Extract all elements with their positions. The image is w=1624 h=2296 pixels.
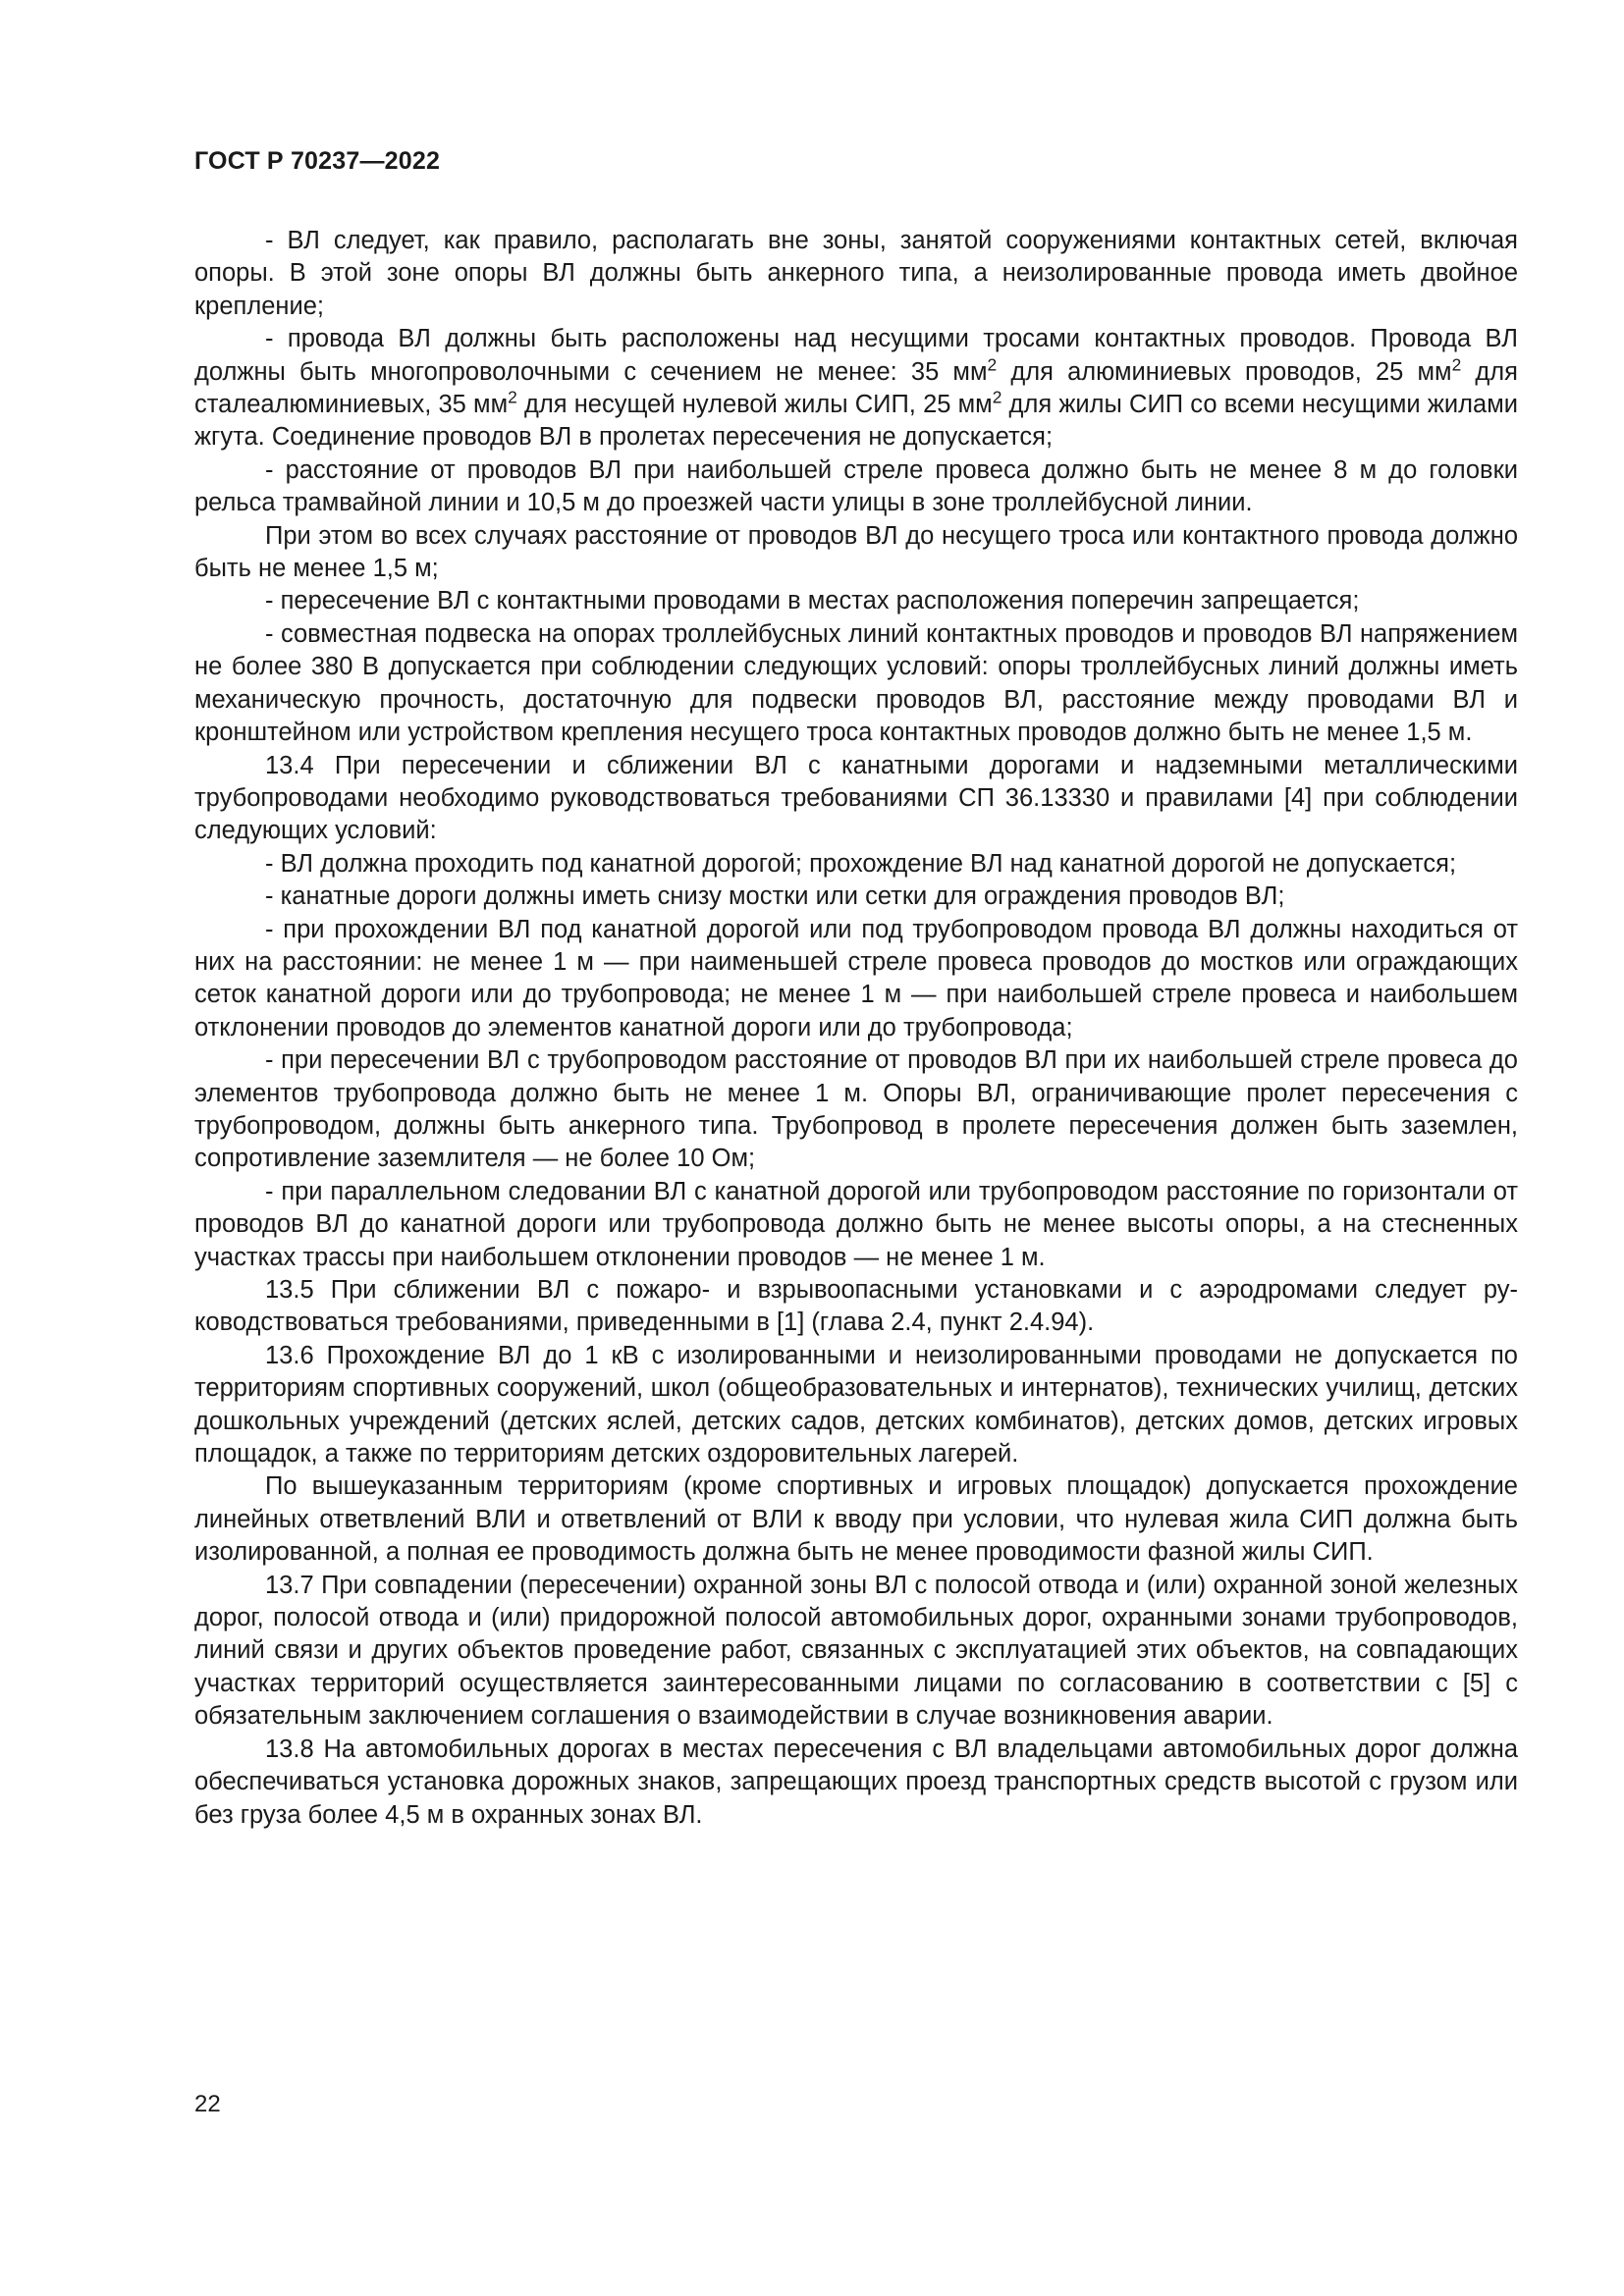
document-body — [194, 225, 1518, 1832]
paragraph: 13.7 При совпадении (пересечении) охранной зоны ВЛ с полосой отвода и (или) охранной зоной железных дорог, полосой отвода и (или) придорожной полосой автомобильных дорог, охранными зонами трубопроводов, линий связи и других объектов проведение работ, связанных с эксплуатацией этих объектов, на совпадающих участках территорий осуществляется заинтересованными лицами по согласованию в соответствии с [5] с обязательным заключением соглашения о взаимодействии в случае возникновения аварии. — [194, 1571, 1518, 1731]
paragraph: - при прохождении ВЛ под канатной дорогой или под трубопроводом провода ВЛ должны находиться от них на расстоянии: не менее 1 м — при наименьшей стреле провеса проводов до мостков или ограждающих сеток канатной дороги или до трубопровода; не менее 1 м — при наибольшей стреле провеса и наибольшем отклонении проводов до элементов канатной дороги или до трубопровода; — [194, 915, 1518, 1041]
paragraph: - при пересечении ВЛ с трубопроводом расстояние от проводов ВЛ при их наибольшей стреле провеса до элементов трубопровода должно быть не менее 1 м. Опоры ВЛ, ограничивающие пролет пересечения с трубопроводом, должны быть анкерного типа. Трубопровод в пролете пересечения должен быть заземлен, сопротивление заземлителя — не более 10 Ом; — [194, 1046, 1518, 1173]
paragraph: - ВЛ следует, как правило, располагать вне зоны, занятой сооружениями контактных сетей, включая опоры. В этой зоне опоры ВЛ должны быть анкерного типа, а неизолированные провода иметь двойное крепление; — [194, 227, 1518, 320]
paragraph: - ВЛ должна проходить под канатной дорогой; прохождение ВЛ над канатной дорогой не допускается; — [265, 849, 1457, 878]
paragraph: 13.6 Прохождение ВЛ до 1 кВ с изолированными и неизолированными проводами не допускается по территориям спортивных сооружений, школ (общеобразовательных и интернатов), технических училищ, детских дошкольных учреждений (детских яслей, детских садов, детских комбинатов), детских домов, детских игровых площадок, а также по территориям детских оздоровительных лагерей. — [194, 1341, 1518, 1468]
paragraph: 13.4 При пересечении и сближении ВЛ с канатными дорогами и надземными металлическими трубопроводами необходимо руководствоваться требованиями СП 36.13330 и правилами [4] при соблюдении следующих условий: — [194, 751, 1518, 845]
paragraph: По вышеуказанным территориям (кроме спортивных и игровых площадок) допускается прохождение линейных ответвлений ВЛИ и ответвлений от ВЛИ к вводу при условии, что нулевая жила СИП должна быть изолированной, а полная ее проводимость должна быть не менее проводимости фазной жилы СИП. — [194, 1472, 1518, 1567]
paragraph: 13.8 На автомобильных дорогах в местах пересечения с ВЛ владельцами автомобильных дорог должна обеспечиваться установка дорожных знаков, запрещающих проезд транспортных средств высотой с грузом или без груза более 4,5 м в охранных зонах ВЛ. — [194, 1735, 1518, 1829]
page-number: 22 — [194, 2091, 221, 2117]
paragraph: - пересечение ВЛ с контактными проводами в местах расположения поперечин запрещается; — [265, 587, 1360, 615]
paragraph: - провода ВЛ должны быть расположены над несущими тросами контактных проводов. Провода ВЛ должны быть многопроволочными с сечением не менее: 35 $мм^2$ для алюминиевых проводов, 25 $мм^2$ для сталеалюминиевых, 35 $мм^2$ для несущей нулевой жилы СИП, 25 $мм^2$ для жилы СИП со всеми несущими жилами жгута. Соединение проводов ВЛ в пролетах пересечения не допускается; — [194, 325, 1518, 452]
paragraph: При этом во всех случаях расстояние от проводов ВЛ до несущего троса или контактного провода должно быть не менее 1,5 м; — [194, 521, 1518, 583]
paragraph: - канатные дороги должны иметь снизу мостки или сетки для ограждения проводов ВЛ; — [265, 882, 1285, 911]
paragraph: 13.5 При сближении ВЛ с пожаро- и взрывоопасными установками и с аэродромами следует руководствоваться требованиями, приведенными в [1] (глава 2.4, пункт 2.4.94). — [194, 1276, 1518, 1337]
document-header: ГОСТ Р 70237—2022 — [194, 147, 441, 175]
paragraph: - расстояние от проводов ВЛ при наибольшей стреле провеса должно быть не менее 8 м до головки рельса трамвайной линии и 10,5 м до проезжей части улицы в зоне троллейбусной линии. — [194, 455, 1518, 517]
paragraph: - совместная подвеска на опорах троллейбусных линий контактных проводов и проводов ВЛ напряжением не более 380 В допускается при соблюдении следующих условий: опоры троллейбусных линий должны иметь механическую прочность, достаточную для подвески проводов ВЛ, расстояние между проводами ВЛ и кронштейном или устройством крепления несущего троса контактных проводов должно быть не менее 1,5 м. — [194, 619, 1518, 747]
paragraph: - при параллельном следовании ВЛ с канатной дорогой или трубопроводом расстояние по горизонтали от проводов ВЛ до канатной дороги или трубопровода должно быть не менее высоты опоры, а на стесненных участках трассы при наибольшем отклонении проводов — не менее 1 м. — [194, 1177, 1518, 1271]
